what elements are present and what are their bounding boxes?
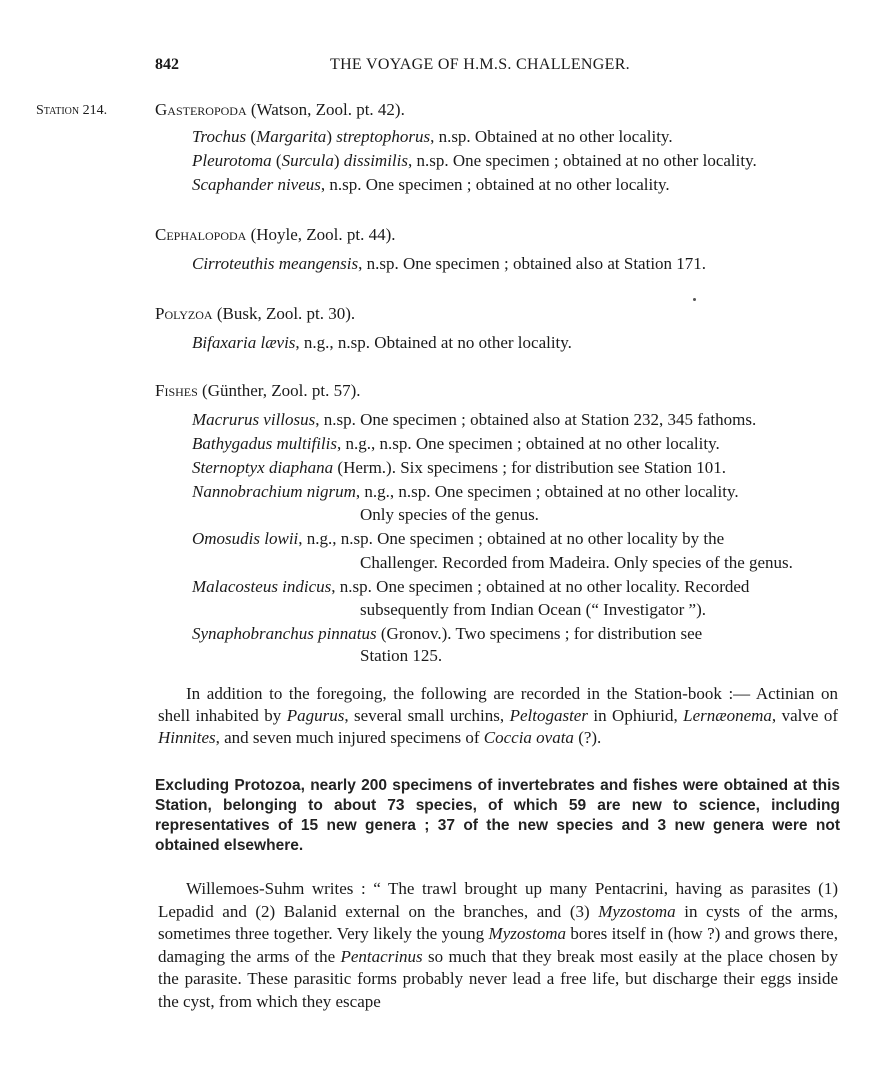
section-heading-cephalopoda: Cephalopoda (Hoyle, Zool. pt. 44). bbox=[155, 225, 396, 244]
species-entry: Bifaxaria lævis, n.g., n.sp. Obtained at no other locality. bbox=[192, 333, 572, 352]
species-entry: Nannobrachium nigrum, n.g., n.sp. One specimen ; obtained at no other locality. bbox=[192, 482, 739, 501]
section-heading-polyzoa: Polyzoa (Busk, Zool. pt. 30). bbox=[155, 304, 356, 323]
station-label: Station 214. bbox=[36, 103, 108, 118]
summary-paragraph: Excluding Protozoa, nearly 200 specimens of invertebrates and fishes were obtained at this Station, belonging to about 73 species, of which 59 are new to science, including representatives of 15 new genera ; 37 of the new species and 3 new genera were not obtained elsewhere. bbox=[155, 777, 840, 854]
species-entry-continuation: Only species of the genus. bbox=[360, 505, 539, 524]
species-entry: Scaphander niveus, n.sp. One specimen ; obtained at no other locality. bbox=[192, 175, 670, 194]
species-entry-continuation: Challenger. Recorded from Madeira. Only species of the genus. bbox=[360, 553, 793, 572]
species-entry: Pleurotoma (Surcula) dissimilis, n.sp. One specimen ; obtained at no other locality. bbox=[192, 151, 757, 170]
species-entry: Trochus (Margarita) streptophorus, n.sp. Obtained at no other locality. bbox=[192, 127, 673, 146]
section-heading-fishes: Fishes (Günther, Zool. pt. 57). bbox=[155, 381, 361, 400]
section-heading-gasteropoda: Gasteropoda (Watson, Zool. pt. 42). bbox=[155, 100, 405, 119]
species-entry: Sternoptyx diaphana (Herm.). Six specimens ; for distribution see Station 101. bbox=[192, 458, 727, 477]
willemoes-suhm-paragraph: Willemoes-Suhm writes : “ The trawl brought up many Pentacrini, having as parasites (1) Lepadid and (2) Balanid external on the branches, and (3) Myzostoma in cysts of the arms, sometimes three together. Very likely the young Myzostoma bores itself in (how ?) and grows there, damaging the arms of the Pentacrinus so much that they break most easily at the place chosen by the parasite. These parasitic forms probably never lead a free life, but discharge their eggs inside the cyst, from which they escape bbox=[158, 879, 838, 1011]
species-entry-continuation: Station 125. bbox=[360, 646, 443, 665]
ink-speck bbox=[693, 298, 696, 301]
station-book-paragraph: In addition to the foregoing, the following are recorded in the Station-book :— Actinian on shell inhabited by Pagurus, several small urchins, Peltogaster in Ophiurid, Lernæonema, valve of Hinnites, and seven much injured specimens of Coccia ovata (?). bbox=[158, 684, 839, 747]
species-entry: Omosudis lowii, n.g., n.sp. One specimen ; obtained at no other locality by the bbox=[192, 529, 725, 548]
species-entry: Bathygadus multifilis, n.g., n.sp. One specimen ; obtained at no other locality. bbox=[192, 434, 720, 453]
species-entry: Cirroteuthis meangensis, n.sp. One specimen ; obtained also at Station 171. bbox=[192, 254, 707, 273]
running-title: THE VOYAGE OF H.M.S. CHALLENGER. bbox=[330, 56, 630, 73]
species-entry: Malacosteus indicus, n.sp. One specimen ; obtained at no other locality. Recorded bbox=[192, 577, 750, 596]
page-number: 842 bbox=[155, 56, 179, 73]
species-entry-continuation: subsequently from Indian Ocean (“ Investigator ”). bbox=[360, 600, 707, 619]
species-entry: Macrurus villosus, n.sp. One specimen ; obtained also at Station 232, 345 fathoms. bbox=[192, 410, 757, 429]
species-entry: Synaphobranchus pinnatus (Gronov.). Two specimens ; for distribution see bbox=[192, 624, 703, 643]
